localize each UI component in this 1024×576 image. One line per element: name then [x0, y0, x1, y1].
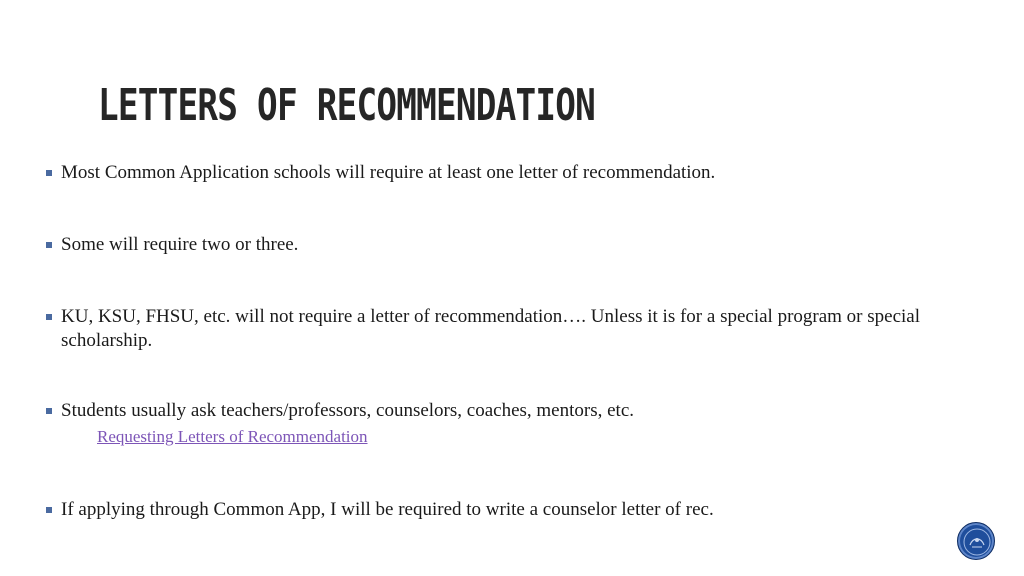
bullet-text: KU, KSU, FHSU, etc. will not require a letter of recommendation…. Unless it is for a special program or special scholarship. — [61, 306, 921, 351]
bullet-square-icon — [46, 408, 52, 414]
bullet-text: Some will require two or three. — [61, 234, 299, 255]
bullet-item — [44, 498, 944, 522]
bullet-item — [44, 305, 944, 353]
school-seal-icon — [957, 522, 995, 560]
bullet-text: If applying through Common App, I will be required to write a counselor letter of rec. — [61, 499, 714, 520]
bullet-item — [44, 161, 944, 185]
slide-title: LETTERS OF RECOMMENDATION — [98, 80, 596, 131]
bullet-item — [44, 233, 944, 257]
bullet-item — [44, 399, 944, 449]
requesting-letters-link[interactable]: Requesting Letters of Recommendation — [97, 427, 368, 446]
bullet-square-icon — [46, 507, 52, 513]
bullet-square-icon — [46, 170, 52, 176]
bullet-text: Students usually ask teachers/professors, counselors, coaches, mentors, etc. — [61, 400, 635, 421]
bullet-square-icon — [46, 242, 52, 248]
bullet-text: Most Common Application schools will require at least one letter of recommendation. — [61, 162, 716, 183]
bullet-square-icon — [46, 314, 52, 320]
